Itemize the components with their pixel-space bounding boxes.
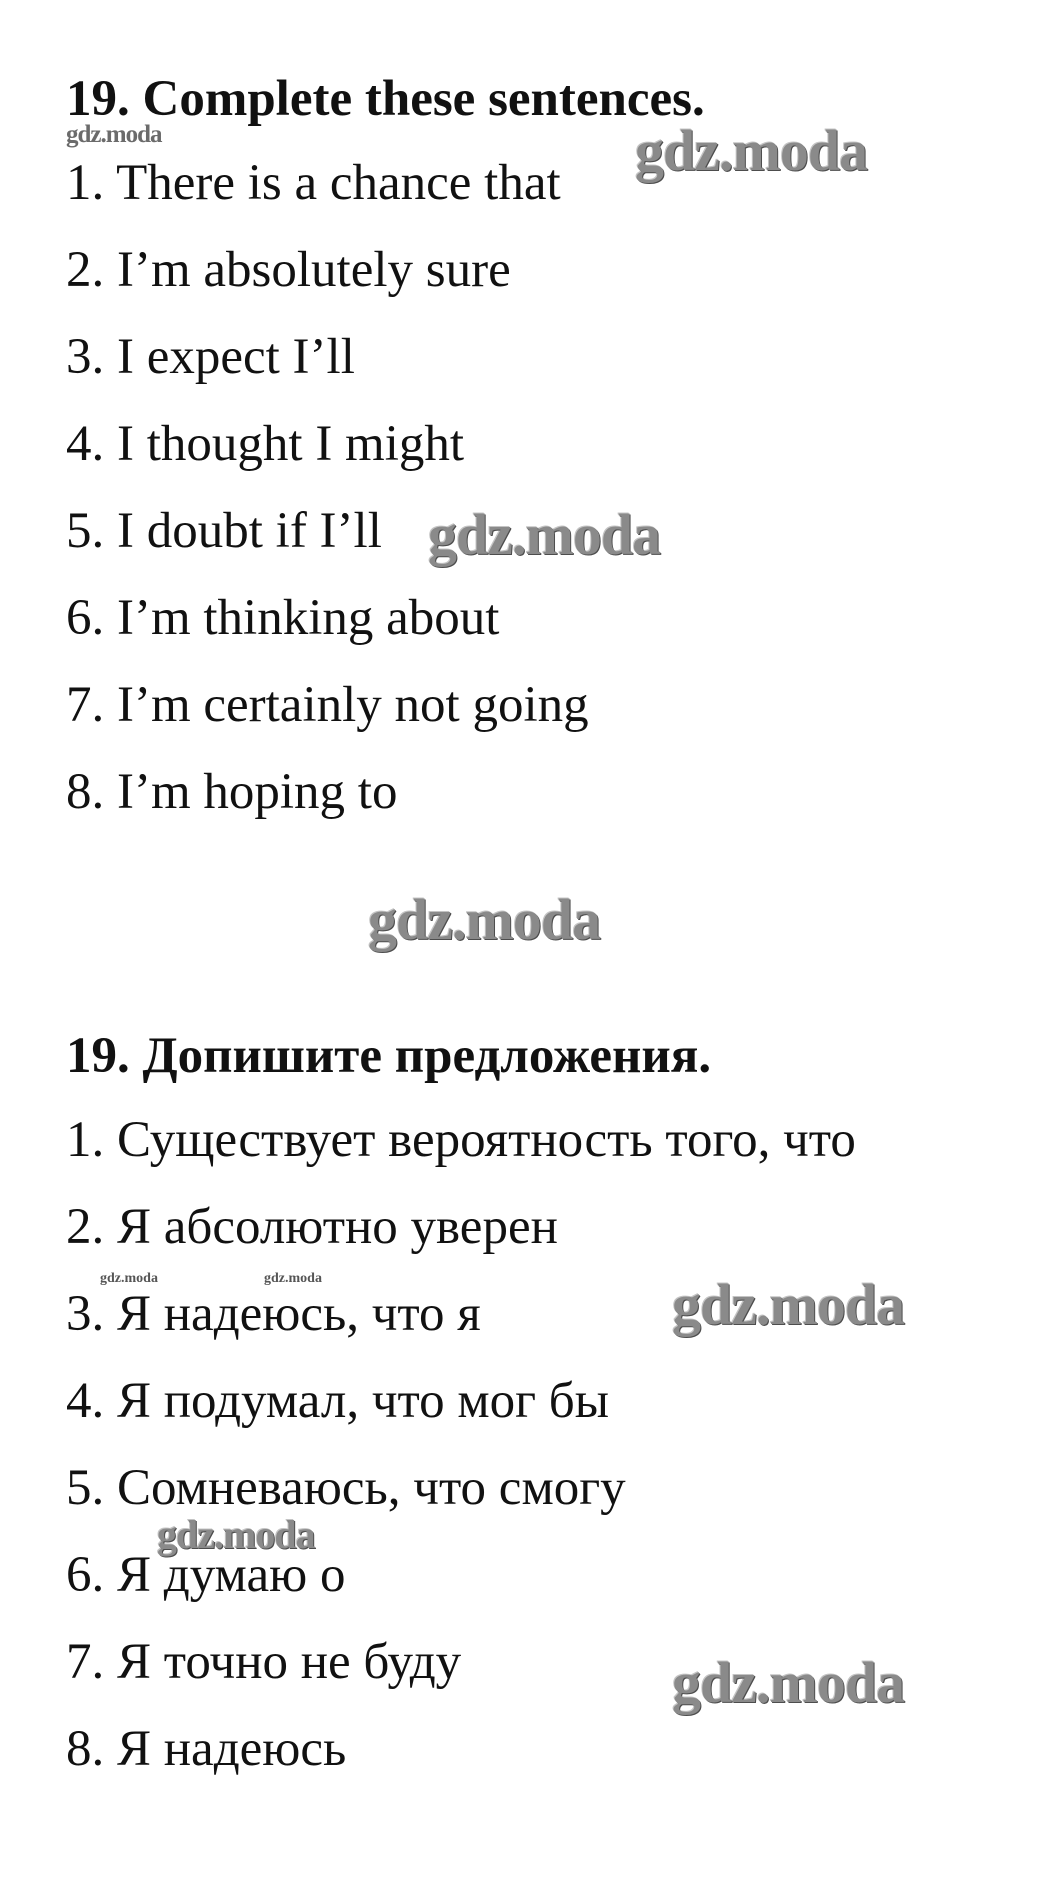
russian-item-5: 5. Сомневаюсь, что смогу bbox=[66, 1460, 626, 1516]
russian-item-2: 2. Я абсолютно уверен bbox=[66, 1199, 558, 1255]
russian-item-3: 3. Я надеюсь, что я bbox=[66, 1286, 481, 1342]
english-item-2: 2. I’m absolutely sure bbox=[66, 242, 511, 298]
english-title: 19. Complete these sentences. bbox=[66, 71, 705, 127]
watermark-logo: gdz.moda bbox=[368, 887, 601, 952]
english-item-1: 1. There is a chance that bbox=[66, 155, 561, 211]
watermark-logo: gdz.moda bbox=[66, 121, 162, 148]
english-item-8: 8. I’m hoping to bbox=[66, 764, 398, 820]
russian-item-8: 8. Я надеюсь bbox=[66, 1721, 347, 1777]
english-item-5: 5. I doubt if I’ll bbox=[66, 503, 382, 559]
english-item-4: 4. I thought I might bbox=[66, 416, 465, 472]
russian-item-7: 7. Я точно не буду bbox=[66, 1634, 462, 1690]
watermark-logo: gdz.moda bbox=[100, 1271, 158, 1286]
watermark-logo: gdz.moda bbox=[428, 502, 661, 567]
english-item-6: 6. I’m thinking about bbox=[66, 590, 500, 646]
english-item-7: 7. I’m certainly not going bbox=[66, 677, 589, 733]
russian-item-4: 4. Я подумал, что мог бы bbox=[66, 1373, 609, 1429]
russian-item-6: 6. Я думаю о bbox=[66, 1547, 346, 1603]
russian-item-1: 1. Существует вероятность того, что bbox=[66, 1112, 856, 1168]
english-item-3: 3. I expect I’ll bbox=[66, 329, 355, 385]
watermark-logo: gdz.moda bbox=[635, 118, 868, 183]
russian-title: 19. Допишите предложения. bbox=[66, 1028, 712, 1084]
watermark-logo: gdz.moda bbox=[672, 1650, 905, 1715]
watermark-logo: gdz.moda bbox=[157, 1512, 315, 1557]
watermark-logo: gdz.moda bbox=[672, 1272, 905, 1337]
watermark-logo: gdz.moda bbox=[264, 1271, 322, 1286]
